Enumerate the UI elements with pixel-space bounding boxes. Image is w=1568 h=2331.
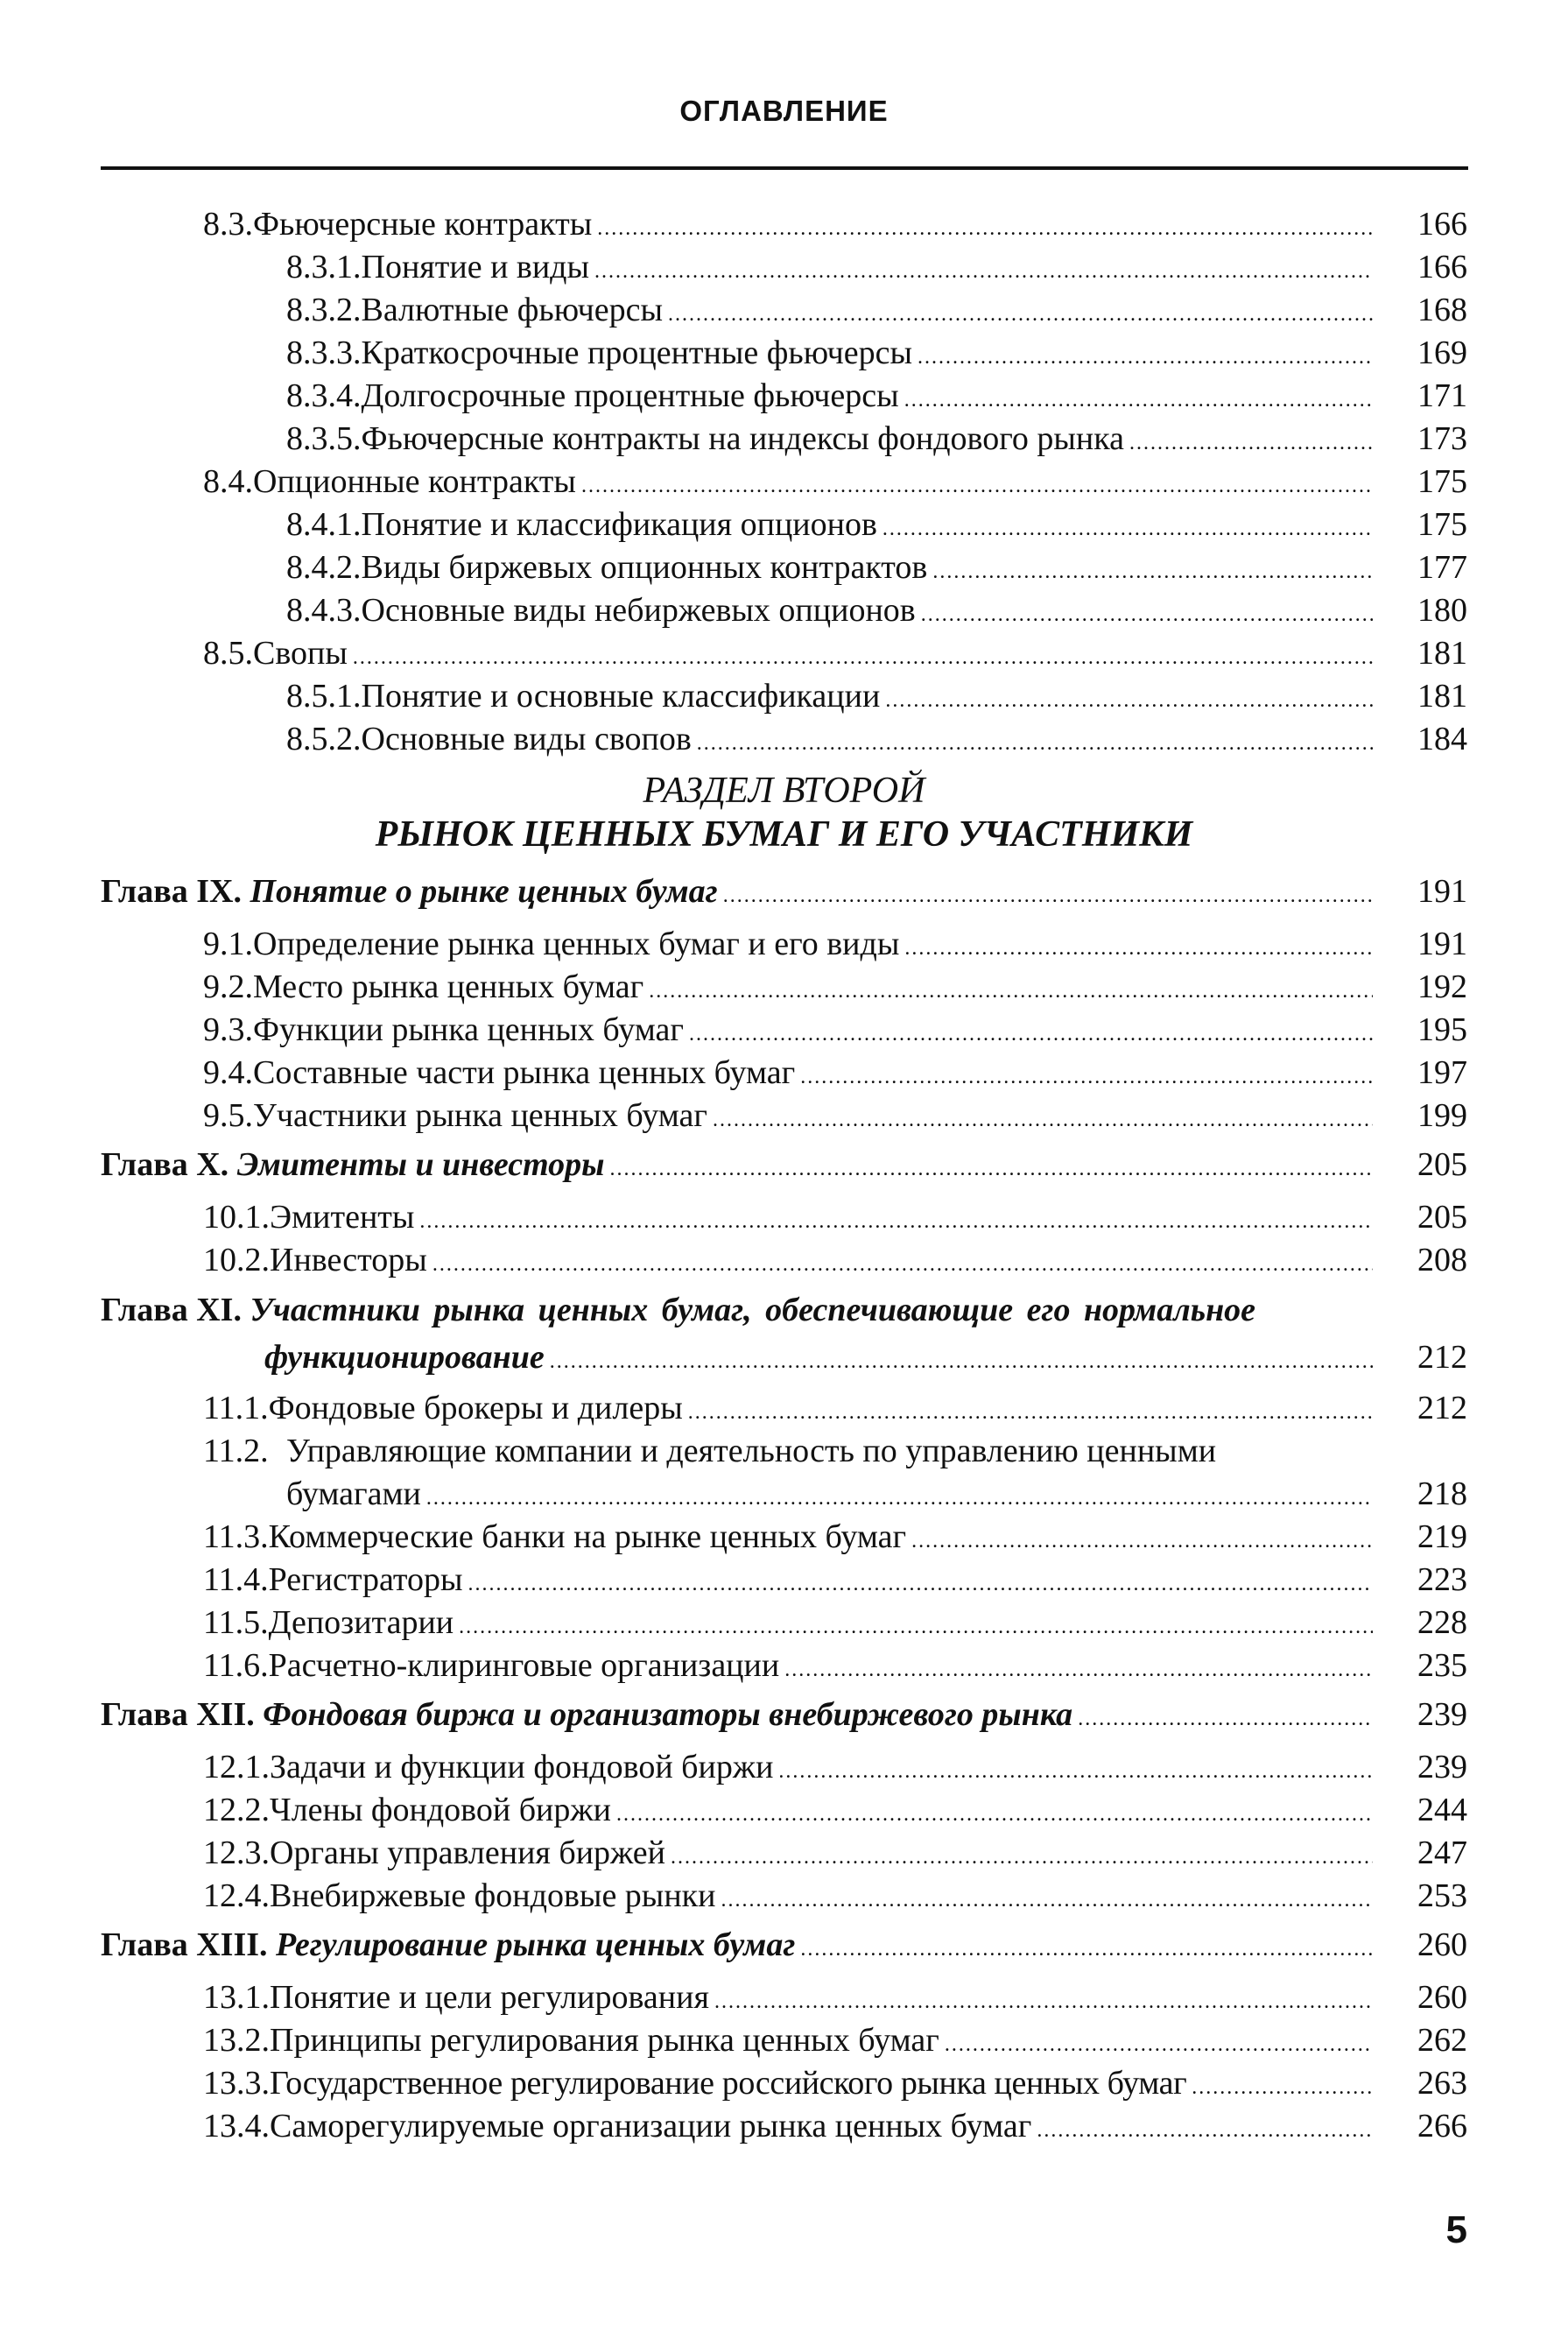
toc-entry[interactable]: [203, 1644, 1380, 1687]
leader-dots: [432, 1243, 1373, 1285]
toc-entry-title: Инвесторы: [270, 1242, 427, 1278]
chapter-number: Глава XI.: [101, 1292, 242, 1328]
toc-entry-page: 191: [1417, 926, 1467, 962]
leader-dots: [1129, 422, 1373, 464]
toc-entry-page: 195: [1417, 1011, 1467, 1048]
toc-entry-page: 263: [1417, 2065, 1467, 2102]
leader-dots: [784, 1649, 1373, 1691]
toc-entry-number: 8.4.: [203, 463, 253, 500]
toc-entry-title: Участники рынка ценных бумаг: [253, 1097, 707, 1134]
page-header-title: ОГЛАВЛЕНИЕ: [679, 95, 889, 127]
leader-dots: [668, 293, 1373, 335]
part-title: РЫНОК ЦЕННЫХ БУМАГ И ЕГО УЧАСТНИКИ: [375, 814, 1193, 855]
toc-entry[interactable]: [203, 2105, 1380, 2147]
toc-entry[interactable]: [203, 966, 1380, 1008]
toc-entry-page: 175: [1417, 463, 1467, 500]
toc-entry-page: 169: [1417, 335, 1467, 371]
toc-entry-title: Государственное регулирование российского рынка ценных бумаг: [270, 2065, 1187, 2102]
toc-entry-page: 175: [1417, 506, 1467, 543]
toc-chapter[interactable]: [101, 1144, 1380, 1186]
chapter-title-continuation: функционирование: [264, 1339, 545, 1376]
toc-entry-number: 8.4.2.: [286, 549, 362, 586]
toc-entry-page: 260: [1417, 1926, 1467, 1963]
toc-entry-page: 212: [1417, 1390, 1467, 1426]
toc-entry[interactable]: [203, 1976, 1380, 2018]
leader-dots: [610, 1148, 1373, 1190]
toc-entry-page: 218: [1417, 1475, 1467, 1512]
toc-entry-page: 205: [1417, 1146, 1467, 1183]
toc-entry-title: Место рынка ценных бумаг: [253, 968, 644, 1005]
toc-entry-title: Коммерческие банки на рынке ценных бумаг: [268, 1518, 907, 1555]
leader-dots: [649, 970, 1373, 1012]
toc-entry-title: Саморегулируемые организации рынка ценных бумаг: [270, 2108, 1032, 2144]
toc-entry[interactable]: [203, 1239, 1380, 1281]
toc-entry[interactable]: [203, 1387, 1380, 1429]
part-label: РАЗДЕЛ ВТОРОЙ: [643, 771, 925, 811]
toc-entry-number: 11.2.: [203, 1433, 269, 1469]
toc-entry[interactable]: [203, 1430, 1480, 1472]
toc-entry-page: 197: [1417, 1054, 1467, 1091]
leader-dots: [721, 1879, 1373, 1921]
leader-dots: [353, 637, 1373, 679]
toc-entry-title: Функции рынка ценных бумаг: [253, 1011, 684, 1048]
toc-entry-title: Принципы регулирования рынка ценных бумаг: [270, 2022, 939, 2059]
chapter-title: Эмитенты и инвесторы: [236, 1146, 605, 1183]
toc-chapter[interactable]: [101, 870, 1380, 912]
toc-entry-title: Основные виды небиржевых опционов: [361, 592, 916, 629]
leader-dots: [800, 1056, 1373, 1098]
toc-entry-title: Понятие и классификация опционов: [361, 506, 877, 543]
toc-entry-number: 11.6.: [203, 1647, 269, 1684]
toc-entry[interactable]: [203, 923, 1380, 965]
toc-entry[interactable]: [286, 718, 1380, 760]
leader-dots: [419, 1201, 1373, 1243]
toc-entry-number: 11.1.: [203, 1390, 269, 1426]
leader-dots: [932, 551, 1373, 593]
toc-entry-number: 11.3.: [203, 1518, 269, 1555]
leader-dots: [468, 1563, 1373, 1605]
toc-entry-title: Органы управления биржей: [270, 1835, 666, 1871]
leader-dots: [1037, 2109, 1373, 2151]
leader-dots: [723, 875, 1373, 917]
toc-entry-number: 8.3.5.: [286, 420, 362, 457]
toc-entry-title: Расчетно-клиринговые организации: [268, 1647, 780, 1684]
toc-entry-page: 228: [1417, 1604, 1467, 1641]
toc-entry[interactable]: [203, 1196, 1380, 1238]
toc-entry-number: 8.3.1.: [286, 249, 362, 285]
toc-entry[interactable]: [286, 289, 1380, 331]
toc-chapter[interactable]: [101, 1924, 1380, 1966]
toc-entry-number: 8.4.3.: [286, 592, 362, 629]
toc-entry-number: 8.5.2.: [286, 721, 362, 757]
toc-entry[interactable]: [203, 1516, 1380, 1558]
leader-dots: [1078, 1698, 1373, 1740]
toc-entry-number: 13.4.: [203, 2108, 270, 2144]
toc-entry-number: 9.5.: [203, 1097, 253, 1134]
toc-entry-number: 12.2.: [203, 1792, 270, 1828]
toc-entry[interactable]: [203, 1602, 1380, 1644]
toc-entry[interactable]: [286, 546, 1380, 588]
toc-entry-page: 208: [1417, 1242, 1467, 1278]
toc-entry-title: Члены фондовой биржи: [270, 1792, 611, 1828]
toc-entry[interactable]: [203, 203, 1380, 245]
toc-entry-title: Понятие и цели регулирования: [270, 1979, 709, 2016]
toc-entry[interactable]: [203, 2062, 1380, 2104]
toc-entry-page: 166: [1417, 249, 1467, 285]
toc-entry-title: Внебиржевые фондовые рынки: [270, 1877, 716, 1914]
toc-entry[interactable]: [203, 1559, 1380, 1601]
toc-entry-title: Свопы: [253, 635, 348, 672]
toc-entry-page: 173: [1417, 420, 1467, 457]
leader-dots: [1192, 2067, 1373, 2109]
toc-entry-title: Фьючерсные контракты на индексы фондового рынка: [361, 420, 1124, 457]
chapter-number: Глава XII.: [101, 1696, 255, 1733]
toc-entry-title: Опционные контракты: [253, 463, 576, 500]
toc-entry-number: 12.1.: [203, 1749, 270, 1785]
leader-dots: [904, 379, 1373, 421]
page-number: 5: [1445, 2208, 1467, 2251]
leader-dots: [689, 1013, 1373, 1055]
leader-dots: [688, 1391, 1373, 1433]
toc-entry-title: Долгосрочные процентные фьючерсы: [361, 377, 899, 414]
leader-dots: [426, 1477, 1373, 1519]
leader-dots: [597, 208, 1373, 250]
toc-entry-page: 247: [1417, 1835, 1467, 1871]
leader-dots: [697, 722, 1373, 764]
leader-dots: [778, 1750, 1373, 1792]
leader-dots: [918, 336, 1373, 378]
toc-entry-page: 235: [1417, 1647, 1467, 1684]
toc-entry-title: Задачи и функции фондовой биржи: [270, 1749, 774, 1785]
toc-entry-page: 212: [1417, 1339, 1467, 1376]
toc-entry-number: 12.3.: [203, 1835, 270, 1871]
toc-entry-number: 8.5.1.: [286, 678, 362, 715]
toc-entry-page: 260: [1417, 1979, 1467, 2016]
toc-entry[interactable]: [203, 1832, 1380, 1874]
toc-entry-number: 11.5.: [203, 1604, 269, 1641]
toc-entry[interactable]: [286, 589, 1380, 631]
toc-entry[interactable]: [203, 1789, 1380, 1831]
toc-entry-page: 266: [1417, 2108, 1467, 2144]
toc-entry-page: 191: [1417, 873, 1467, 910]
chapter-title: Фондовая биржа и организаторы внебиржевого рынка: [263, 1696, 1073, 1733]
toc-entry-number: 9.2.: [203, 968, 253, 1005]
chapter-title: Регулирование рынка ценных бумаг: [276, 1926, 796, 1963]
toc-chapter-continuation[interactable]: [264, 1336, 1380, 1378]
toc-entry-page: 244: [1417, 1792, 1467, 1828]
toc-entry-title: Депозитарии: [268, 1604, 454, 1641]
toc-entry-title: Понятие и виды: [361, 249, 590, 285]
toc-entry[interactable]: [203, 1095, 1380, 1137]
chapter-title: Участники рынка ценных бумаг, обеспечивающие его нормальное: [250, 1292, 1256, 1328]
leader-dots: [581, 465, 1373, 507]
toc-entry-title: Фондовые брокеры и дилеры: [268, 1390, 683, 1426]
leader-dots: [616, 1793, 1373, 1835]
toc-entry-title: Виды биржевых опционных контрактов: [361, 549, 928, 586]
leader-dots: [714, 1981, 1373, 2023]
toc-entry-number: 8.4.1.: [286, 506, 362, 543]
toc-entry-number: 9.1.: [203, 926, 253, 962]
toc-entry-page: 177: [1417, 549, 1467, 586]
leader-dots: [911, 1520, 1373, 1562]
toc-entry[interactable]: [286, 504, 1380, 546]
leader-dots: [550, 1341, 1373, 1383]
toc-chapter[interactable]: [101, 1289, 1480, 1331]
toc-entry-number: 8.3.4.: [286, 377, 362, 414]
toc-entry-title-continuation: бумагами: [286, 1475, 421, 1512]
chapter-number: Глава X.: [101, 1146, 229, 1183]
leader-dots: [800, 1928, 1373, 1970]
toc-entry-number: 9.3.: [203, 1011, 253, 1048]
toc-entry-page: 199: [1417, 1097, 1467, 1134]
toc-entry[interactable]: [203, 1746, 1380, 1788]
toc-entry-number: 13.2.: [203, 2022, 270, 2059]
leader-dots: [904, 927, 1373, 969]
toc-entry-title: Фьючерсные контракты: [253, 206, 593, 243]
toc-entry-title: Краткосрочные процентные фьючерсы: [361, 335, 913, 371]
toc-entry-number: 10.2.: [203, 1242, 270, 1278]
chapter-number: Глава XIII.: [101, 1926, 268, 1963]
toc-entry[interactable]: [286, 246, 1380, 288]
toc-entry-title: Понятие и основные классификации: [361, 678, 881, 715]
toc-entry-number: 11.4.: [203, 1561, 269, 1598]
header-rule: [101, 166, 1468, 170]
toc-entry-page: 219: [1417, 1518, 1467, 1555]
toc-entry[interactable]: [203, 1009, 1380, 1051]
leader-dots: [713, 1099, 1373, 1141]
chapter-title: Понятие о рынке ценных бумаг: [250, 873, 718, 910]
toc-entry-number: 13.3.: [203, 2065, 270, 2102]
toc-entry-number: 9.4.: [203, 1054, 253, 1091]
toc-entry-number: 10.1.: [203, 1199, 270, 1236]
toc-entry[interactable]: [203, 1052, 1380, 1094]
leader-dots: [885, 680, 1373, 722]
toc-entry-title: Регистраторы: [268, 1561, 463, 1598]
leader-dots: [921, 594, 1373, 636]
toc-entry-title: Определение рынка ценных бумаг и его виды: [253, 926, 900, 962]
toc-entry[interactable]: [203, 632, 1380, 674]
toc-entry-title: Составные части рынка ценных бумаг: [253, 1054, 796, 1091]
toc-entry-page: 181: [1417, 635, 1467, 672]
toc-entry-title: Валютные фьючерсы: [361, 292, 664, 328]
toc-entry-number: 13.1.: [203, 1979, 270, 2016]
toc-entry[interactable]: [203, 1875, 1380, 1917]
toc-entry-page: 192: [1417, 968, 1467, 1005]
toc-entry-title: Основные виды свопов: [361, 721, 692, 757]
leader-dots: [459, 1606, 1373, 1648]
toc-entry-page: 262: [1417, 2022, 1467, 2059]
toc-entry-page: 239: [1417, 1749, 1467, 1785]
chapter-number: Глава IX.: [101, 873, 242, 910]
toc-entry-page: 253: [1417, 1877, 1467, 1914]
toc-entry-number: 8.3.2.: [286, 292, 362, 328]
toc-entry-title: Эмитенты: [270, 1199, 415, 1236]
toc-entry-number: 8.3.: [203, 206, 253, 243]
toc-entry-page: 171: [1417, 377, 1467, 414]
toc-entry-number: 12.4.: [203, 1877, 270, 1914]
toc-entry[interactable]: [286, 332, 1380, 374]
toc-entry[interactable]: [286, 375, 1380, 417]
toc-entry-continuation[interactable]: [286, 1473, 1380, 1515]
toc-entry-page: 181: [1417, 678, 1467, 715]
toc-entry-page: 205: [1417, 1199, 1467, 1236]
leader-dots: [882, 508, 1373, 550]
leader-dots: [945, 2024, 1373, 2066]
toc-entry-page: 184: [1417, 721, 1467, 757]
toc-entry-page: 180: [1417, 592, 1467, 629]
toc-entry-number: 8.5.: [203, 635, 253, 672]
toc-entry[interactable]: [286, 418, 1380, 460]
toc-entry-title: Управляющие компании и деятельность по управлению ценными: [286, 1433, 1217, 1469]
toc-entry-page: 223: [1417, 1561, 1467, 1598]
leader-dots: [594, 250, 1373, 292]
toc-entry-page: 166: [1417, 206, 1467, 243]
toc-entry[interactable]: [203, 461, 1380, 503]
toc-chapter[interactable]: [101, 1694, 1380, 1736]
toc-entry-number: 8.3.3.: [286, 335, 362, 371]
toc-entry-page: 168: [1417, 292, 1467, 328]
toc-entry[interactable]: [286, 675, 1380, 717]
leader-dots: [671, 1836, 1373, 1878]
toc-entry-page: 239: [1417, 1696, 1467, 1733]
toc-entry[interactable]: [203, 2019, 1380, 2061]
